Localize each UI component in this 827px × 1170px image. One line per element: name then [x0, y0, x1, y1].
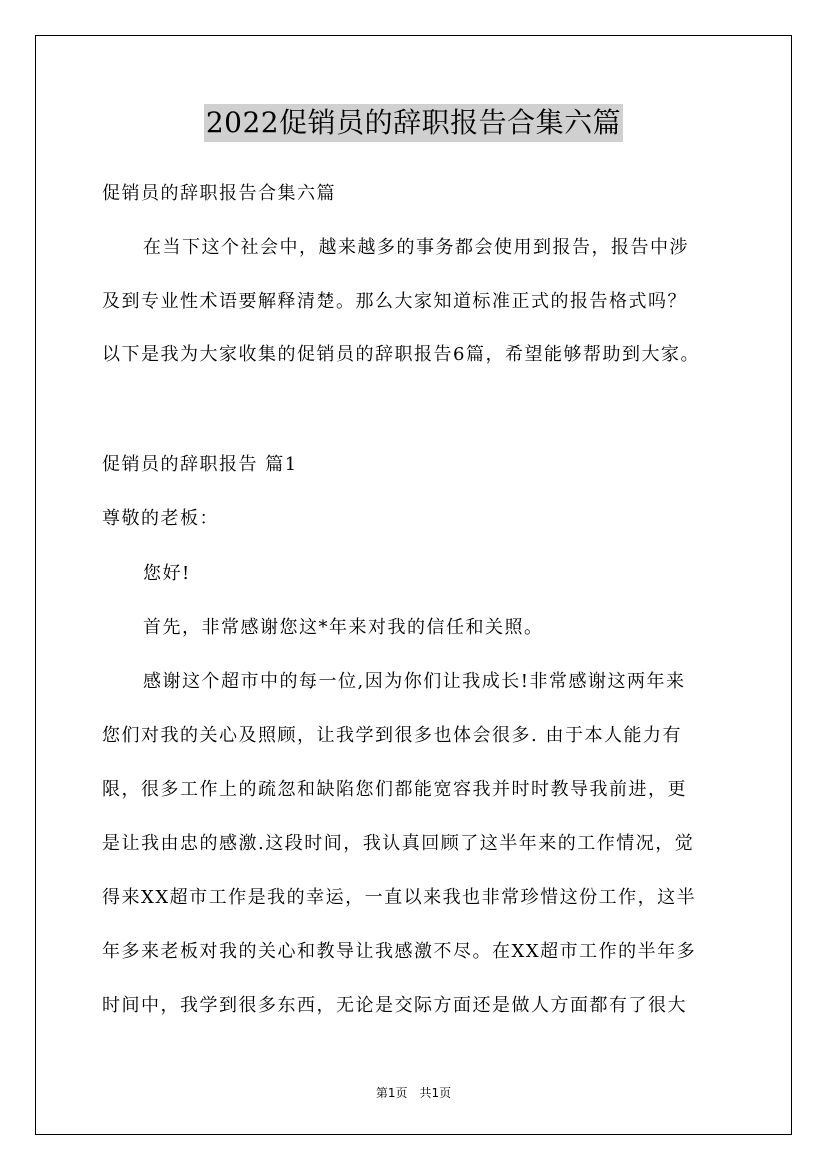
paragraph-line: 在当下这个社会中，越来越多的事务都会使用到报告，报告中涉: [143, 237, 689, 258]
paragraph-line: 时间中，我学到很多东西，无论是交际方面还是做人方面都有了很大: [102, 995, 687, 1016]
paragraph-line: 首先，非常感谢您这*年来对我的信任和关照。: [143, 617, 544, 638]
paragraph-line: 以下是我为大家收集的促销员的辞职报告6篇，希望能够帮助到大家。: [102, 344, 700, 365]
salutation: 尊敬的老板：: [102, 508, 219, 529]
paragraph-line: 是让我由忠的感激.这段时间，我认真回顾了这半年来的工作情况，觉: [102, 833, 695, 854]
paragraph-line: 您们对我的关心及照顾，让我学到很多也体会很多. 由于本人能力有: [102, 725, 682, 746]
paragraph-line: 得来XX超市工作是我的幸运，一直以来我也非常珍惜这份工作，这半: [102, 887, 697, 908]
subtitle-line: 促销员的辞职报告合集六篇: [102, 183, 336, 204]
paragraph-line: 限，很多工作上的疏忽和缺陷您们都能宽容我并时时教导我前进，更: [102, 779, 687, 800]
paragraph-line: 感谢这个超市中的每一位,因为你们让我成长!非常感谢这两年来: [143, 671, 686, 692]
title-container: [0, 104, 827, 142]
paragraph-line: 及到专业性术语要解释清楚。那么大家知道标准正式的报告格式吗？: [102, 291, 687, 312]
greeting: 您好!: [143, 563, 191, 584]
section-heading: 促销员的辞职报告 篇1: [102, 454, 298, 475]
document-title: 2022促销员的辞职报告合集六篇: [204, 104, 623, 142]
paragraph-line: 年多来老板对我的关心和教导让我感激不尽。在XX超市工作的半年多: [102, 941, 697, 962]
page-footer: 第1页 共1页: [375, 1086, 452, 1100]
